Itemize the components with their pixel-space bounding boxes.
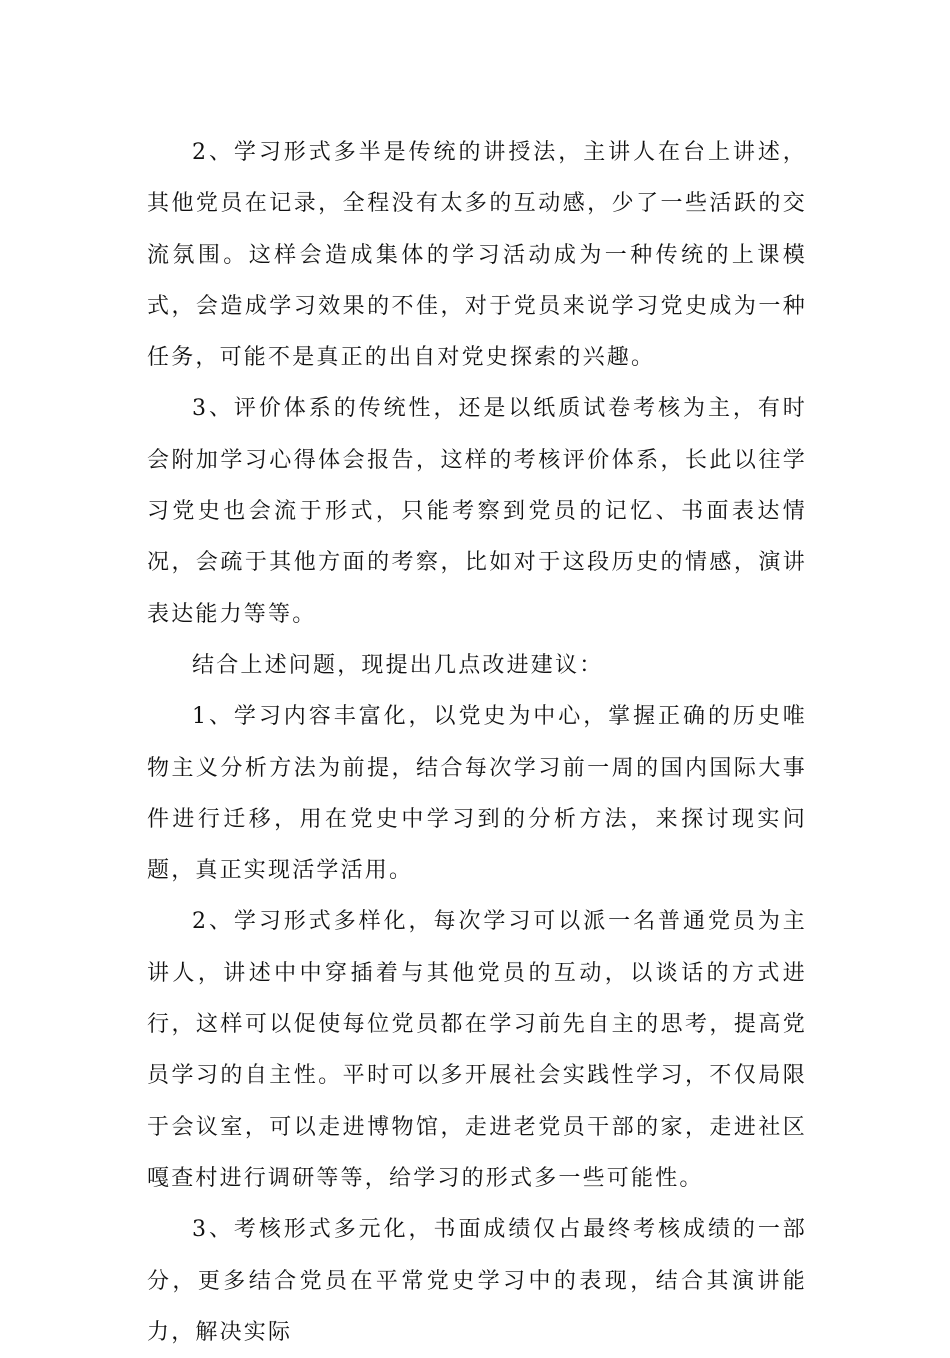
document-body [147,127,807,1358]
paragraph-assessment-diversification: 3、考核形式多元化，书面成绩仅占最终考核成绩的一部分，更多结合党员在平常党史学习中的表现，结合其演讲能力，解决实际 [147,1217,807,1345]
paragraph-form-diversification: 2、学习形式多样化，每次学习可以派一名普通党员为主讲人，讲述中中穿插着与其他党员的互动，以谈话的方式进行，这样可以促使每位党员都在学习前先自主的思考，提高党员学习的自主性。平时可以多开展社会实践性学习，不仅局限于会议室，可以走进博物馆，走进老党员干部的家，走进社区嘎查村进行调研等等，给学习的形式多一些可能性。 [147,909,807,1191]
paragraph-content-enrichment: 1、学习内容丰富化，以党史为中心，掌握正确的历史唯物主义分析方法为前提，结合每次学习前一周的国内国际大事件进行迁移，用在党史中学习到的分析方法，来探讨现实问题，真正实现活学活用。 [147,704,807,884]
paragraph-evaluation-system: 3、评价体系的传统性，还是以纸质试卷考核为主，有时会附加学习心得体会报告，这样的考核评价体系，长此以往学习党史也会流于形式，只能考察到党员的记忆、书面表达情况，会疏于其他方面的考察，比如对于这段历史的情感，演讲表达能力等等。 [147,396,807,627]
paragraph-suggestions-intro: 结合上述问题，现提出几点改进建议： [192,652,604,678]
paragraph-learning-form: 2、学习形式多半是传统的讲授法，主讲人在台上讲述，其他党员在记录，全程没有太多的互动感，少了一些活跃的交流氛围。这样会造成集体的学习活动成为一种传统的上课模式，会造成学习效果的不佳，对于党员来说学习党史成为一种任务，可能不是真正的出自对党史探索的兴趣。 [147,140,807,371]
